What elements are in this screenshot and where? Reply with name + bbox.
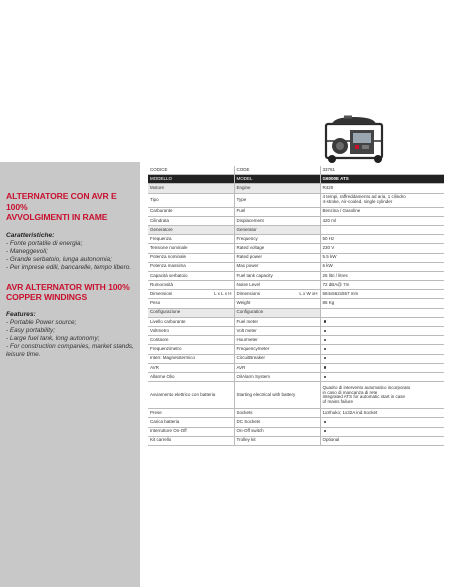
spec-row xyxy=(148,409,444,418)
feature-included-mark xyxy=(320,336,444,345)
spec-label-it: Cilindrata xyxy=(148,216,234,225)
spec-label-it: Interr. Magnetotermico xyxy=(148,354,234,363)
spec-label-en: Volt meter xyxy=(234,327,320,336)
bullet-icon xyxy=(324,330,326,332)
spec-label-en: Trolley kit xyxy=(234,436,320,445)
spec-label-it: Configurazione xyxy=(148,308,234,317)
spec-label-en: Dimensions xyxy=(236,291,261,297)
feature-item: - Per imprese edili, bancarelle, tempo libero. xyxy=(6,263,132,271)
spec-value: 50 Hz xyxy=(320,235,444,244)
spec-label-en: Rated voltage xyxy=(234,244,320,253)
feature-item: - Large fuel tank, long autonomy; xyxy=(6,334,100,342)
bullet-icon xyxy=(324,430,326,432)
spec-row xyxy=(148,308,444,317)
bullet-icon xyxy=(324,366,326,368)
feature-item: - Fonte portatile di energia; xyxy=(6,239,83,247)
dims-format-it: L x L x H xyxy=(214,291,232,297)
spec-label-en: Weight xyxy=(234,299,320,308)
spec-value: 25 litri / litres xyxy=(320,271,444,280)
spec-row xyxy=(148,317,444,326)
spec-label-it: Avviamento elettrico con batteria xyxy=(148,382,234,409)
spec-label-it: Frequenza xyxy=(148,235,234,244)
spec-label-en: OilAlarm System xyxy=(234,372,320,381)
spec-label-it: Peso xyxy=(148,299,234,308)
spec-value: 420 ml xyxy=(320,216,444,225)
spec-row xyxy=(148,354,444,363)
spec-value: 5.5 kW xyxy=(320,253,444,262)
spec-value: 4 tempi, raffreddamento ad aria, 1 cilindro 4-stroke, Air-cooled, single cylinder xyxy=(320,193,444,207)
spec-row xyxy=(148,299,444,308)
spec-label-it: MODELLO xyxy=(148,175,234,184)
sidebar-title-en: AVR ALTERNATOR WITH 100% COPPER WINDINGS xyxy=(6,281,130,302)
spec-label-en: AVR xyxy=(234,363,320,372)
spec-value: 6 kW xyxy=(320,262,444,271)
spec-row xyxy=(148,336,444,345)
feature-item: - Maneggevoli; xyxy=(6,247,48,255)
spec-value: Benzina / Gasoline xyxy=(320,207,444,216)
spec-label-it: Allarme Olio xyxy=(148,372,234,381)
spec-row xyxy=(148,262,444,271)
feature-included-mark xyxy=(320,418,444,427)
spec-table xyxy=(148,166,444,446)
spec-row xyxy=(148,216,444,225)
spec-label-en: CircuitBreaker xyxy=(234,354,320,363)
bullet-icon xyxy=(324,421,326,423)
spec-label-it: Potenza massima xyxy=(148,262,234,271)
feature-item: - Grande serbatoio, lunga autonomia; xyxy=(6,255,112,263)
spec-label-en: Generator xyxy=(234,225,320,234)
spec-label-en: Fuel meter xyxy=(234,317,320,326)
feature-included-mark xyxy=(320,354,444,363)
spec-row xyxy=(148,235,444,244)
spec-row xyxy=(148,372,444,381)
spec-row xyxy=(148,253,444,262)
spec-label-it: CODICE xyxy=(148,166,234,175)
feature-included-mark xyxy=(320,317,444,326)
spec-value xyxy=(320,225,444,234)
spec-row xyxy=(148,225,444,234)
spec-label-en: Frequency xyxy=(234,235,320,244)
spec-label-it: Capacità serbatoio xyxy=(148,271,234,280)
spec-row xyxy=(148,418,444,427)
spec-label-it: Potenza nominale xyxy=(148,253,234,262)
spec-value: 33761 xyxy=(320,166,444,175)
spec-value: Optional xyxy=(320,436,444,445)
spec-label-en: Rated power xyxy=(234,253,320,262)
bullet-icon xyxy=(324,376,326,378)
dims-format-en: L x W xH xyxy=(299,291,318,297)
feature-item: - Easy portability; xyxy=(6,326,56,334)
spec-label-it: Motore xyxy=(148,184,234,193)
spec-label-en: Fuel tank capacity xyxy=(234,271,320,280)
spec-row xyxy=(148,436,444,445)
spec-label-it: Dimensioni xyxy=(150,291,173,297)
spec-label-en: Sockets xyxy=(234,409,320,418)
spec-label-en: DC Sockets xyxy=(234,418,320,427)
spec-label-en: Configuration xyxy=(234,308,320,317)
spec-label-en: Type xyxy=(234,193,320,207)
spec-label-it: AVR xyxy=(148,363,234,372)
feature-included-mark xyxy=(320,327,444,336)
spec-label-en: On-Off switch xyxy=(234,427,320,436)
spec-row xyxy=(148,382,444,409)
spec-row xyxy=(148,207,444,216)
spec-label-it: Interruttore On-Off xyxy=(148,427,234,436)
spec-value: 72 dBA@ 7m xyxy=(320,281,444,290)
feature-included-mark xyxy=(320,363,444,372)
spec-row xyxy=(148,184,444,193)
features-heading-it: Caratteristiche: xyxy=(6,231,55,239)
spec-row xyxy=(148,345,444,354)
spec-label-it: Carica batteria xyxy=(148,418,234,427)
features-list-en xyxy=(0,319,140,359)
sidebar-title-it: ALTERNATORE CON AVR E 100% AVVOLGIMENTI IN RAME xyxy=(6,191,117,222)
spec-value: Quadro di intervento automatico incorporato in caso di mancanza di rete Integrated ATS for automatic start in case of mains failure xyxy=(320,382,444,409)
spec-value xyxy=(320,308,444,317)
spec-row xyxy=(148,271,444,280)
spec-label-it: Voltmetro xyxy=(148,327,234,336)
features-list-it xyxy=(0,240,140,272)
spec-row xyxy=(148,327,444,336)
spec-label-it: Livello carburante xyxy=(148,317,234,326)
feature-included-mark xyxy=(320,345,444,354)
spec-value: G6000E ATS xyxy=(320,175,444,184)
features-heading-en: Features: xyxy=(6,310,36,318)
spec-label-en: MODEL xyxy=(234,175,320,184)
spec-label-en: Fuel xyxy=(234,207,320,216)
spec-value: 684x562x557 mm xyxy=(320,290,444,299)
spec-label-it: Generatore xyxy=(148,225,234,234)
spec-label-it: Carburante xyxy=(148,207,234,216)
spec-label-en: CODE xyxy=(234,166,320,175)
spec-label-en: Max power xyxy=(234,262,320,271)
feature-item: - Portable Power source; xyxy=(6,318,77,326)
spec-row xyxy=(148,427,444,436)
sidebar xyxy=(0,162,140,587)
spec-label-en: Displacement xyxy=(234,216,320,225)
spec-value: 86 Kg xyxy=(320,299,444,308)
spec-label-it: Kit carrello xyxy=(148,436,234,445)
bullet-icon xyxy=(324,339,326,341)
spec-row xyxy=(148,281,444,290)
spec-label-en: Hourmeter xyxy=(234,336,320,345)
spec-label-en: Starting electrical with battery xyxy=(234,382,320,409)
generator-image xyxy=(320,114,390,164)
spec-row xyxy=(148,175,444,184)
spec-label-it: Tipo xyxy=(148,193,234,207)
spec-label-it: Rumorosità xyxy=(148,281,234,290)
spec-row xyxy=(148,290,444,299)
spec-label-en: Noise Level xyxy=(234,281,320,290)
spec-row xyxy=(148,244,444,253)
spec-label-it: Contaore xyxy=(148,336,234,345)
spec-label-it: Frequenzimetro xyxy=(148,345,234,354)
spec-label-it: Tensione nominale xyxy=(148,244,234,253)
spec-row xyxy=(148,166,444,175)
feature-item: - For construction companies, market stands, leisure time. xyxy=(6,342,134,358)
bullet-icon xyxy=(324,320,326,322)
bullet-icon xyxy=(324,348,326,350)
spec-row xyxy=(148,193,444,207)
spec-value: R420 xyxy=(320,184,444,193)
feature-included-mark xyxy=(320,427,444,436)
bullet-icon xyxy=(324,357,326,359)
spec-value: 1xShuko; 1x32A ind.Socket xyxy=(320,409,444,418)
feature-included-mark xyxy=(320,372,444,381)
spec-row xyxy=(148,363,444,372)
spec-label-it: Prese xyxy=(148,409,234,418)
spec-label-en: Engine xyxy=(234,184,320,193)
spec-value: 230 V xyxy=(320,244,444,253)
spec-label-en: Frequencymeter xyxy=(234,345,320,354)
